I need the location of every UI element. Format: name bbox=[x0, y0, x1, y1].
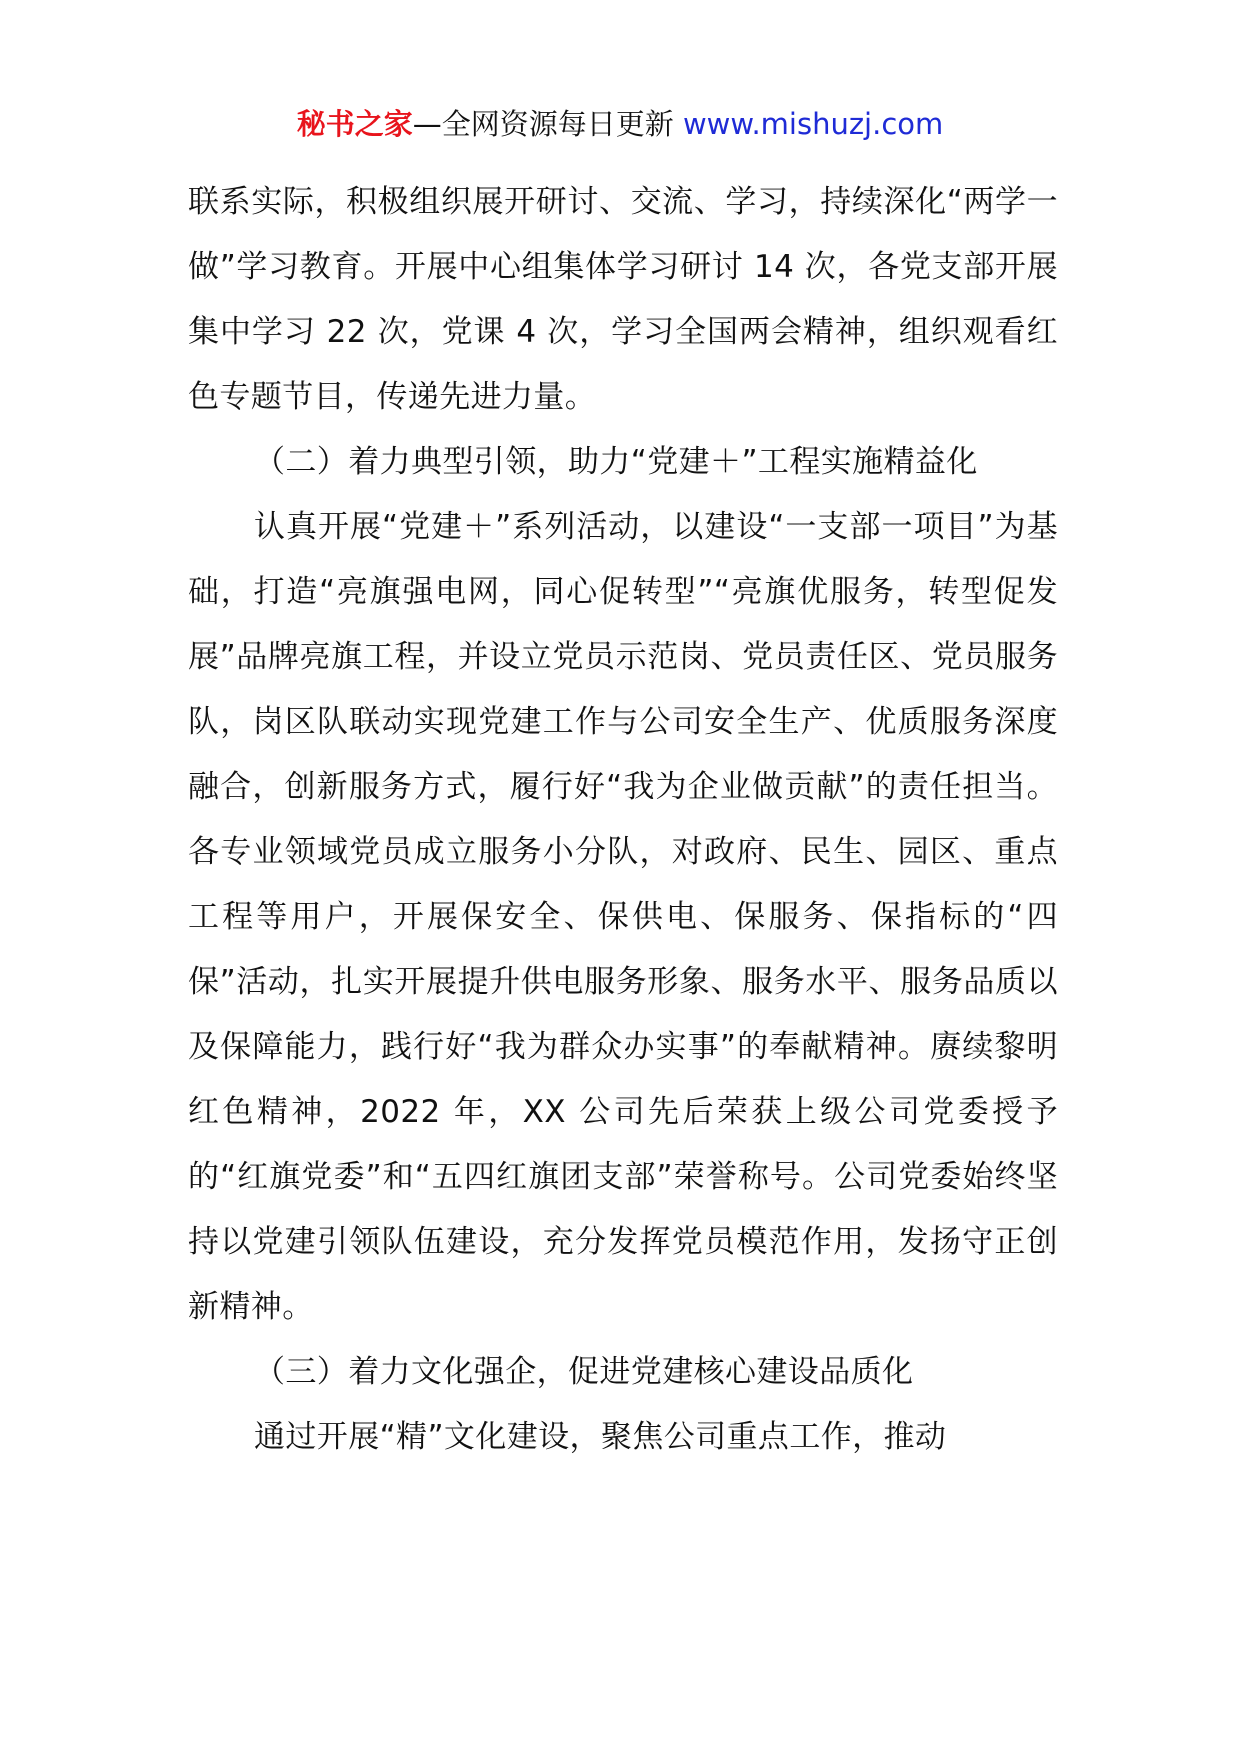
body-paragraph: 通过开展“精”文化建设，聚焦公司重点工作，推动 bbox=[254, 1419, 947, 1455]
header-tagline: —全网资源每日更新 bbox=[412, 107, 683, 141]
document-body bbox=[188, 170, 1058, 1470]
section-heading: （三）着力文化强企，促进党建核心建设品质化 bbox=[254, 1354, 914, 1390]
body-paragraph: 认真开展“党建＋”系列活动，以建设“一支部一项目”为基础，打造“亮旗强电网，同心促转型”“亮旗优服务，转型促发展”品牌亮旗工程，并设立党员示范岗、党员责任区、党员服务队，岗区队联动实现党建工作与公司安全生产、优质服务深度融合，创新服务方式，履行好“我为企业做贡献”的责任担当。各专业领域党员成立服务小分队，对政府、民生、园区、重点工程等用户，开展保安全、保供电、保服务、保指标的“四保”活动，扎实开展提升供电服务形象、服务水平、服务品质以及保障能力，践行好“我为群众办实事”的奉献精神。赓续黎明红色精神，2022 年，XX 公司先后荣获上级公司党委授予的“红旗党委”和“五四红旗团支部”荣誉称号。公司党委始终坚持以党建引领队伍建设，充分发挥党员模范作用，发扬守正创新精神。 bbox=[188, 509, 1058, 1325]
site-header bbox=[0, 104, 1240, 144]
site-url-link[interactable]: www.mishuzj.com bbox=[682, 107, 944, 141]
body-paragraph: 联系实际，积极组织展开研讨、交流、学习，持续深化“两学一做”学习教育。开展中心组集体学习研讨 14 次，各党支部开展集中学习 22 次，党课 4 次，学习全国两会精神，组织观看红色专题节目，传递先进力量。 bbox=[188, 184, 1058, 415]
section-heading: （二）着力典型引领，助力“党建＋”工程实施精益化 bbox=[254, 444, 978, 480]
brand-name: 秘书之家 bbox=[296, 107, 413, 141]
